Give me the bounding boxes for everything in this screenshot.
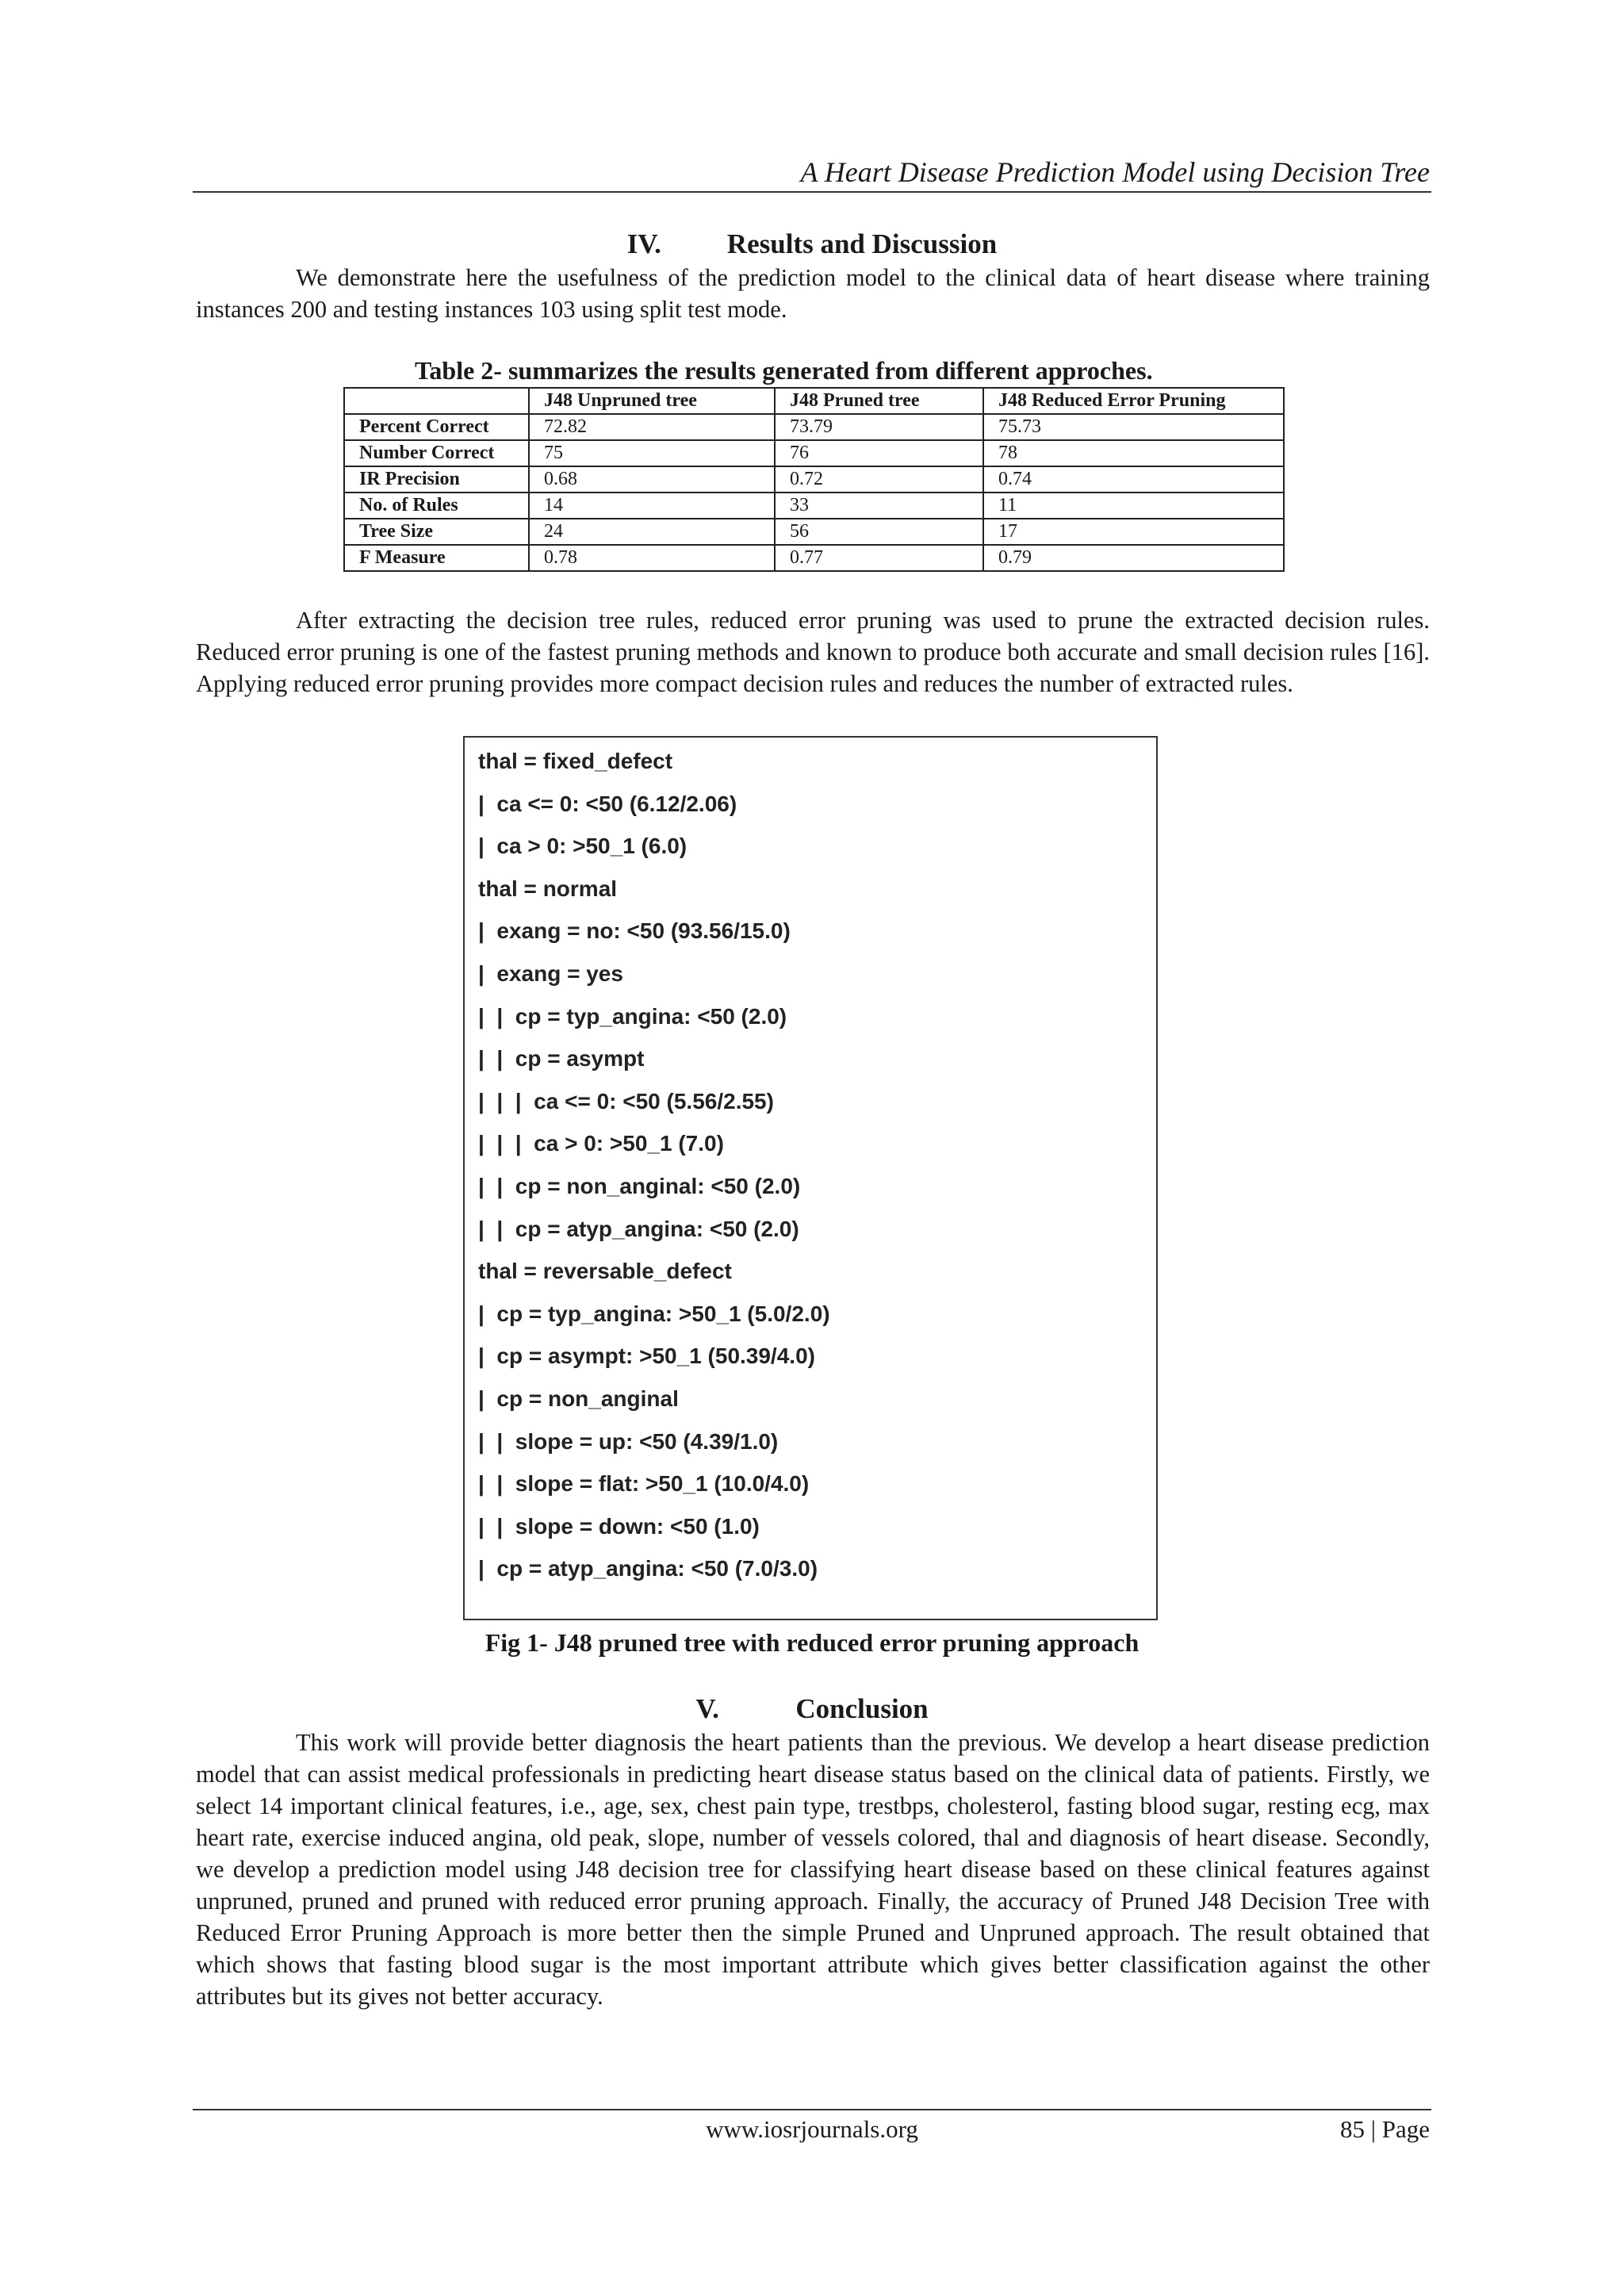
tree-rule-line: | | cp = typ_angina: <50 (2.0) — [478, 1003, 787, 1029]
table-row — [344, 414, 1284, 440]
table-caption: Table 2- summarizes the results generated from different approches. — [415, 356, 1153, 385]
tree-rule-line: | | cp = non_anginal: <50 (2.0) — [478, 1174, 801, 1198]
table-cell: 75 — [529, 440, 775, 466]
table-row — [344, 466, 1284, 493]
results-table — [343, 387, 1285, 572]
running-header-title: A Heart Disease Prediction Model using Decision Tree — [800, 156, 1430, 188]
table-header-cell: J48 Pruned tree — [775, 388, 983, 414]
pruning-paragraph: After extracting the decision tree rules, reduced error pruning was used to prune the extracted decision rules. Reduced error pruning is one of the fastest pruning methods and known to produce both accurate and small decision rules [16]. Applying reduced error pruning provides more compact decision rules and reduces the number of extracted rules. — [196, 607, 1430, 697]
table-cell: 0.79 — [983, 545, 1284, 571]
decision-tree-figure — [463, 736, 1158, 1620]
tree-rule-line: | | slope = down: <50 (1.0) — [478, 1513, 760, 1539]
table-row — [344, 440, 1284, 466]
section-4-heading — [193, 227, 1431, 262]
tree-rule-line: | | slope = up: <50 (4.39/1.0) — [478, 1428, 779, 1454]
figure-caption: Fig 1- J48 pruned tree with reduced error pruning approach — [485, 1628, 1139, 1657]
table-row-label: F Measure — [344, 545, 529, 571]
table-header-row — [344, 388, 1284, 414]
table-cell: 0.74 — [983, 466, 1284, 493]
table-cell: 24 — [529, 519, 775, 545]
tree-rule-line: | cp = atyp_angina: <50 (7.0/3.0) — [478, 1556, 818, 1581]
table-cell: 14 — [529, 493, 775, 519]
table-cell: 76 — [775, 440, 983, 466]
section-5-number: V. — [695, 1693, 719, 1724]
tree-rule-line: | | cp = asympt — [478, 1046, 645, 1071]
table-row-label: Number Correct — [344, 440, 529, 466]
table-row — [344, 493, 1284, 519]
table-cell: 78 — [983, 440, 1284, 466]
table-row-label: Tree Size — [344, 519, 529, 545]
section-5-title: Conclusion — [795, 1693, 929, 1724]
table-cell: 33 — [775, 493, 983, 519]
header-rule — [193, 191, 1431, 193]
section-5-heading — [193, 1692, 1431, 1727]
table-row-label: No. of Rules — [344, 493, 529, 519]
section-4-intro: We demonstrate here the usefulness of the prediction model to the clinical data of heart disease where training instances 200 and testing instances 103 using split test mode. — [196, 264, 1430, 323]
table-cell: 0.78 — [529, 545, 775, 571]
tree-rule-line: | ca <= 0: <50 (6.12/2.06) — [478, 791, 737, 816]
tree-rule-line: | | slope = flat: >50_1 (10.0/4.0) — [478, 1471, 810, 1497]
table-cell: 17 — [983, 519, 1284, 545]
tree-rule-line: | | | ca > 0: >50_1 (7.0) — [478, 1131, 724, 1156]
section-4-number: IV. — [626, 228, 661, 259]
table-header-cell: J48 Reduced Error Pruning — [983, 388, 1284, 414]
tree-rule-line: | cp = typ_angina: >50_1 (5.0/2.0) — [478, 1301, 830, 1326]
table-row-label: Percent Correct — [344, 414, 529, 440]
table-cell: 0.72 — [775, 466, 983, 493]
footer-rule — [193, 2109, 1431, 2110]
tree-rule-line: | ca > 0: >50_1 (6.0) — [478, 834, 688, 859]
table-cell: 73.79 — [775, 414, 983, 440]
table-cell: 0.77 — [775, 545, 983, 571]
footer-website: www.iosrjournals.org — [706, 2115, 918, 2143]
footer-page-number: 85 | Page — [1340, 2115, 1430, 2143]
table-row — [344, 519, 1284, 545]
table-cell: 56 — [775, 519, 983, 545]
table-row — [344, 545, 1284, 571]
tree-rule-line: | cp = asympt: >50_1 (50.39/4.0) — [478, 1343, 815, 1369]
table-cell: 0.68 — [529, 466, 775, 493]
tree-rule-line: thal = normal — [478, 876, 618, 901]
section-4-title: Results and Discussion — [726, 228, 998, 259]
tree-rule-line: | | | ca <= 0: <50 (5.56/2.55) — [478, 1088, 774, 1114]
table-cell: 75.73 — [983, 414, 1284, 440]
tree-rule-line: thal = fixed_defect — [478, 749, 673, 773]
table-row-label: IR Precision — [344, 466, 529, 493]
table-header-cell: J48 Unpruned tree — [529, 388, 775, 414]
conclusion-paragraph: This work will provide better diagnosis the heart patients than the previous. We develop a heart disease prediction model that can assist medical professionals in predicting heart disease status based on the clinical data of patients. Firstly, we select 14 important clinical features, i.e., age, sex, chest pain type, trestbps, cholesterol, fasting blood sugar, resting ecg, max heart rate, exercise induced angina, old peak, slope, number of vessels colored, thal and diagnosis of heart disease. Secondly, we develop a prediction model using J48 decision tree for classifying heart disease based on these clinical features against unpruned, pruned and pruned with reduced error pruning approach. Finally, the accuracy of Pruned J48 Decision Tree with Reduced Error Pruning Approach is more better then the simple Pruned and Unpruned approach. The result obtained that which shows that fasting blood sugar is the most important attribute which gives better classification against the other attributes but its gives not better accuracy. — [196, 1729, 1430, 2010]
table-body — [344, 414, 1284, 571]
table-header-cell — [344, 388, 529, 414]
tree-rule-line: | | cp = atyp_angina: <50 (2.0) — [478, 1216, 799, 1241]
tree-rule-line: | cp = non_anginal — [478, 1386, 679, 1411]
table-cell: 11 — [983, 493, 1284, 519]
tree-rule-line: | exang = yes — [478, 961, 623, 986]
table-cell: 72.82 — [529, 414, 775, 440]
tree-rule-line: | exang = no: <50 (93.56/15.0) — [478, 918, 791, 944]
tree-rule-line: thal = reversable_defect — [478, 1259, 732, 1284]
